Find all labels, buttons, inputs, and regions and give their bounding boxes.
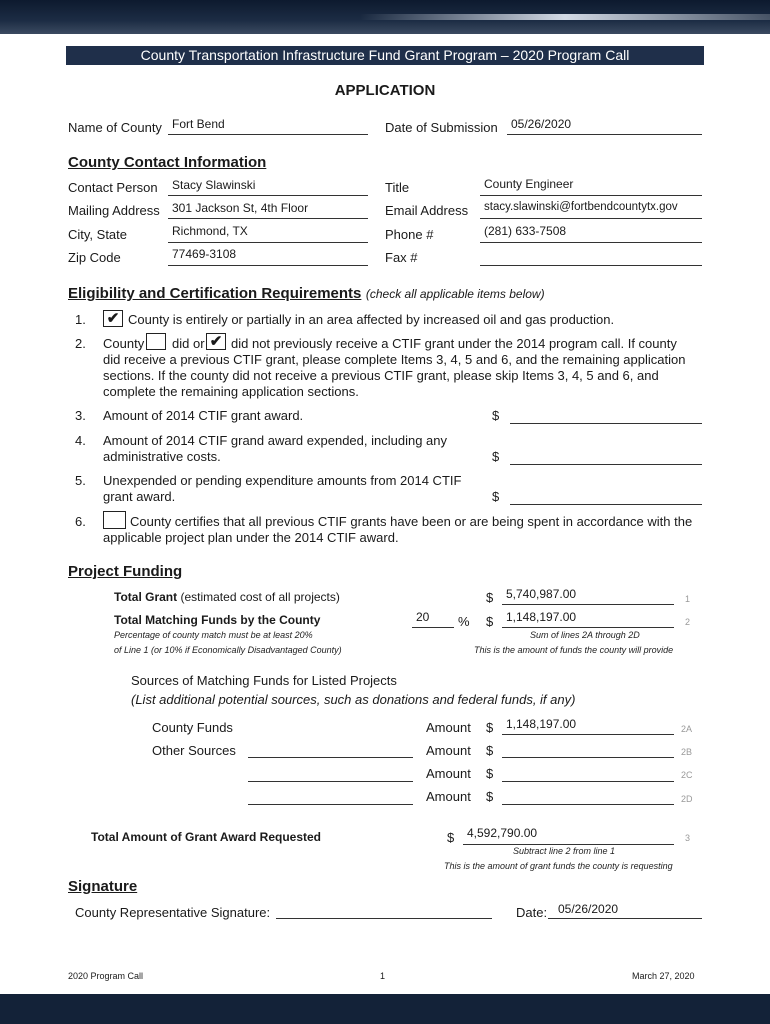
dollar-2a: $ xyxy=(486,720,494,735)
amount-2b-field[interactable] xyxy=(502,757,674,758)
percent-sign: % xyxy=(458,614,470,629)
total-grant-dollar: $ xyxy=(486,590,494,605)
subtract-note: Subtract line 2 from line 1 xyxy=(513,846,616,856)
item2-text-b: did or xyxy=(172,336,205,351)
email-field[interactable]: stacy.slawinski@fortbendcountytx.gov xyxy=(484,201,678,213)
total-grant-label-rest: (estimated cost of all projects) xyxy=(180,590,340,604)
item5-text: Unexpended or pending expenditure amounts from 2014 CTIF grant award. xyxy=(103,473,462,504)
item6-text: County certifies that all previous CTIF grants have been or are being spent in accordance with the applicable project plan under the 2014 CTIF award. xyxy=(103,514,693,545)
fax-field[interactable] xyxy=(480,265,702,266)
item3-dollar: $ xyxy=(492,408,500,423)
line-2c-number: 2C xyxy=(681,770,693,780)
item1-text: County is entirely or partially in an area affected by increased oil and gas production. xyxy=(128,312,615,327)
signature-date-field[interactable]: 05/26/2020 xyxy=(558,902,619,916)
item4-amount-field[interactable] xyxy=(510,464,702,465)
total-grant-label xyxy=(114,590,340,604)
page-number: 1 xyxy=(380,971,386,981)
program-banner: County Transportation Infrastructure Fund Grant Program – 2020 Program Call xyxy=(66,46,704,65)
match-percent-field[interactable]: 20 xyxy=(416,610,430,624)
line-3-number: 3 xyxy=(685,833,691,843)
match-note-1: Percentage of county match must be at least 20% xyxy=(114,630,313,640)
item4-dollar: $ xyxy=(492,449,500,464)
item1-checkbox[interactable]: ✔ xyxy=(103,310,123,327)
item4-number: 4. xyxy=(75,433,86,448)
item2-text-rest: did receive a previous CTIF grant, please complete Items 3, 4, 5 and 6, and the remaining application sections. If the county did not receive a previous CTIF grant, please skip Items 3, 4, 5 and 6, and complete the remaining application sections. xyxy=(103,352,686,399)
total-grant-label-bold: Total Grant xyxy=(114,590,178,604)
zip-code-field[interactable]: 77469-3108 xyxy=(172,247,237,261)
city-state-label: City, State xyxy=(68,227,128,242)
line-2a-number: 2A xyxy=(681,724,693,734)
city-state-field[interactable]: Richmond, TX xyxy=(172,224,248,238)
county-name-label: Name of County xyxy=(68,120,162,135)
item3-text: Amount of 2014 CTIF grant award. xyxy=(103,408,304,423)
line-2b-number: 2B xyxy=(681,747,693,757)
phone-field[interactable]: (281) 633-7508 xyxy=(484,224,567,238)
signature-heading: Signature xyxy=(68,878,138,895)
eligibility-note: (check all applicable items below) xyxy=(365,287,545,301)
date-of-submission-label: Date of Submission xyxy=(385,120,498,135)
amount-label-2b: Amount xyxy=(426,743,471,758)
item5-number: 5. xyxy=(75,473,86,488)
matching-funds-label: Total Matching Funds by the County xyxy=(114,613,321,627)
date-of-submission-field[interactable]: 05/26/2020 xyxy=(511,117,572,131)
item5-amount-field[interactable] xyxy=(510,504,702,505)
total-requested-field[interactable]: 4,592,790.00 xyxy=(467,826,538,840)
email-label: Email Address xyxy=(385,203,469,218)
dollar-2c: $ xyxy=(486,766,494,781)
dollar-2d: $ xyxy=(486,789,494,804)
zip-code-label: Zip Code xyxy=(68,250,121,265)
county-funds-label: County Funds xyxy=(152,720,233,735)
item2-did-not-checkbox[interactable]: ✔ xyxy=(206,333,226,350)
line-2-number: 2 xyxy=(685,617,691,627)
sources-title: Sources of Matching Funds for Listed Projects xyxy=(131,673,397,688)
dollar-2b: $ xyxy=(486,743,494,758)
title-label: Title xyxy=(385,180,410,195)
signature-label: County Representative Signature: xyxy=(75,905,271,920)
match-note-2: of Line 1 (or 10% if Economically Disadvantaged County) xyxy=(114,645,342,655)
county-funds-field[interactable]: 1,148,197.00 xyxy=(506,717,577,731)
other-sources-label: Other Sources xyxy=(152,743,236,758)
sources-note: (List additional potential sources, such as donations and federal funds, if any) xyxy=(131,692,576,707)
item3-number: 3. xyxy=(75,408,86,423)
item4-text: Amount of 2014 CTIF grand award expended, including any administrative costs. xyxy=(103,433,447,464)
amount-label-2a: Amount xyxy=(426,720,471,735)
eligibility-heading-row xyxy=(68,285,545,303)
signature-date-label: Date: xyxy=(516,905,548,920)
amount-label-2c: Amount xyxy=(426,766,471,781)
amount-label-2d: Amount xyxy=(426,789,471,804)
mailing-address-field[interactable]: 301 Jackson St, 4th Floor xyxy=(172,201,309,215)
footer-left: 2020 Program Call xyxy=(68,971,144,981)
item3-amount-field[interactable] xyxy=(510,423,702,424)
bottom-decorative-bar xyxy=(0,994,770,1024)
item2-text-a: County xyxy=(103,336,145,351)
sum-note-2: This is the amount of funds the county will provide xyxy=(474,645,674,655)
item2-text-c: did not previously receive a CTIF grant under the 2014 program call. If county xyxy=(231,336,677,351)
requesting-note: This is the amount of grant funds the county is requesting xyxy=(444,861,673,871)
total-requested-dollar: $ xyxy=(447,830,455,845)
mailing-address-label: Mailing Address xyxy=(68,203,160,218)
funding-heading: Project Funding xyxy=(68,563,183,580)
line-2d-number: 2D xyxy=(681,794,693,804)
amount-2d-field[interactable] xyxy=(502,804,674,805)
matching-dollar: $ xyxy=(486,614,494,629)
item5-dollar: $ xyxy=(492,489,500,504)
contact-heading: County Contact Information xyxy=(68,154,267,171)
matching-funds-field[interactable]: 1,148,197.00 xyxy=(506,610,577,624)
other-source-1-field[interactable] xyxy=(248,757,413,758)
other-source-2-field[interactable] xyxy=(248,781,413,782)
item2-number: 2. xyxy=(75,336,86,351)
item2-did-checkbox[interactable] xyxy=(146,333,166,350)
title-field[interactable]: County Engineer xyxy=(484,177,574,191)
signature-field[interactable] xyxy=(276,918,492,919)
page-title: APPLICATION xyxy=(334,82,436,99)
county-name-field[interactable]: Fort Bend xyxy=(172,117,225,131)
eligibility-heading: Eligibility and Certification Requirements xyxy=(68,285,362,302)
amount-2c-field[interactable] xyxy=(502,781,674,782)
contact-person-label: Contact Person xyxy=(68,180,158,195)
fax-label: Fax # xyxy=(385,250,418,265)
footer-date: March 27, 2020 xyxy=(632,971,695,981)
top-decorative-bar xyxy=(0,0,770,34)
item1-number: 1. xyxy=(75,312,86,327)
total-grant-field[interactable]: 5,740,987.00 xyxy=(506,587,577,601)
sum-note-1: Sum of lines 2A through 2D xyxy=(530,630,640,640)
item6-number: 6. xyxy=(75,514,86,529)
line-1-number: 1 xyxy=(685,594,691,604)
phone-label: Phone # xyxy=(385,227,434,242)
other-source-3-field[interactable] xyxy=(248,804,413,805)
contact-person-field[interactable]: Stacy Slawinski xyxy=(172,178,256,192)
total-requested-label: Total Amount of Grant Award Requested xyxy=(91,830,322,844)
